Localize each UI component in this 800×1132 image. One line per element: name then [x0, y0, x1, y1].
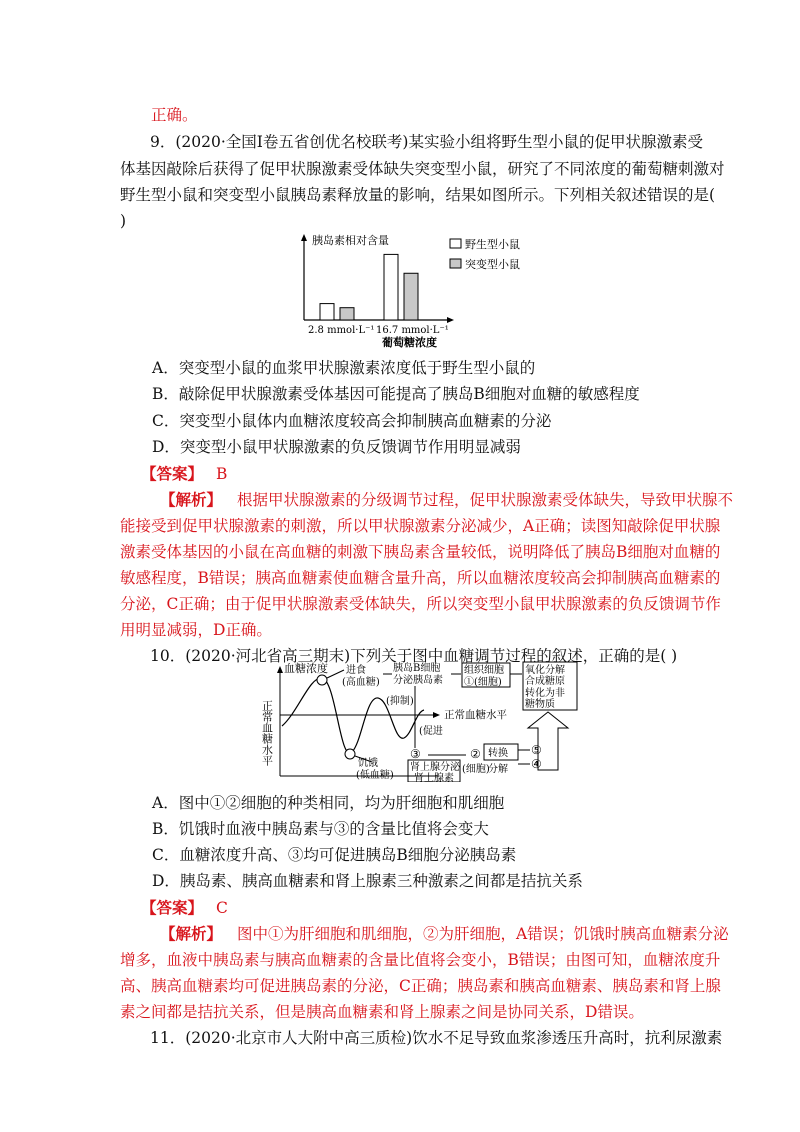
bar-wild-2	[384, 254, 398, 320]
q10-explain-2: 增多，血液中胰岛素与胰高血糖素的含量比值将会变小，B错误；由图可知，血糖浓度升	[120, 951, 721, 969]
diag-hungry: 饥饿	[358, 758, 378, 769]
diag-c2-sub: (细胞)	[462, 764, 490, 775]
legend-swatch-mutant	[450, 259, 461, 268]
bar-mutant-1	[340, 308, 354, 320]
q9-stem-2: 体基因敲除后获得了促甲状腺激素受体缺失突变型小鼠，研究了不同浓度的葡萄糖刺激对	[120, 160, 725, 178]
diag-hungry-sub: (低血糖)	[356, 770, 394, 781]
q9-option-c: C．突变型小鼠体内血糖浓度较高会抑制胰高血糖素的分泌	[152, 412, 552, 430]
q9-explain-tag: 【解析】	[160, 490, 223, 509]
q9-explain-2: 能接受到促甲状腺激素的刺激，所以甲状腺激素分泌减少，A正确；读图知敲除促甲状腺	[120, 517, 721, 535]
diag-baseline-arrow	[433, 712, 440, 718]
q9-option-b: B．敲除促甲状腺激素受体基因可能提高了胰岛B细胞对血糖的敏感程度	[152, 385, 640, 403]
q10-option-c: C．血糖浓度升高、③均可促进胰岛B细胞分泌胰岛素	[152, 846, 517, 864]
diag-convert: 转换	[488, 748, 508, 759]
diag-beta-sub: 分泌胰岛素	[393, 675, 443, 686]
q10-answer	[141, 898, 228, 918]
diag-n5: ⑤	[531, 743, 542, 757]
diag-promote: (促进	[419, 726, 443, 737]
q10-answer-value: C	[215, 899, 228, 917]
q10-option-a: A．图中①②细胞的种类相同，均为肝细胞和肌细胞	[152, 794, 505, 812]
legend-mutant: 突变型小鼠	[465, 258, 520, 271]
diag-node-low	[345, 749, 355, 759]
chart-x-arrow	[447, 317, 454, 323]
q10-explain-text: 图中①为肝细胞和肌细胞，②为肝细胞，A错误；饥饿时胰高血糖素分泌	[236, 925, 729, 943]
diag-eat-sub: (高血糖)	[342, 677, 380, 688]
diag-n4: ④	[531, 757, 542, 771]
legend-swatch-wild	[450, 239, 461, 248]
q10-stem: 10．(2020·河北省高三期末)下列关于图中血糖调节过程的叙述，正确的是( )	[150, 647, 678, 665]
q9-option-d: D．突变型小鼠甲状腺激素的负反馈调节作用明显减弱	[152, 438, 521, 456]
q9-answer-value: B	[215, 465, 228, 483]
q10-explain-4: 素之间都是拮抗关系，但是胰高血糖素和肾上腺素之间是协同关系，D错误。	[120, 1003, 644, 1021]
diag-eat: 进食	[346, 665, 366, 676]
diag-adrenal-1: 肾上腺分泌	[410, 762, 460, 773]
chart-xlabel: 葡萄糖浓度	[382, 336, 437, 349]
diag-tissue: 组织细胞	[464, 665, 504, 676]
diag-effect-4: 糖物质	[525, 699, 555, 710]
q9-answer	[141, 464, 227, 484]
q9-stem-1: 9．(2020·全国Ⅰ卷五省创优名校联考)某实验小组将野生型小鼠的促甲状腺激素受	[150, 133, 703, 151]
q10-diagram	[258, 660, 588, 782]
q9-explain-6: 用明显减弱，D正确。	[120, 621, 272, 639]
diag-n3: ③	[410, 747, 421, 761]
chart-y-arrow	[301, 234, 307, 241]
q9-explain-text: 根据甲状腺激素的分级调节过程，促甲状腺激素受体缺失，导致甲状腺不	[236, 491, 733, 509]
chart-cat-1: 2.8 mmol·L⁻¹	[308, 325, 375, 336]
diag-adrenal-2: 肾上腺素	[414, 773, 454, 782]
diag-glucose-curve	[282, 678, 424, 753]
bar-wild-1	[320, 304, 334, 320]
diag-side-label: 正常血糖水平	[260, 700, 274, 766]
q9-bar-chart	[290, 232, 540, 350]
bar-mutant-2	[404, 273, 418, 320]
diag-baseline-label: 正常血糖水平	[444, 709, 507, 721]
q9-explain-1	[160, 490, 733, 510]
diag-inhibit: (抑制)	[386, 696, 414, 707]
q9-explain-5: 分泌，C正确；由于促甲状腺激素受体缺失，所以突变型小鼠甲状腺激素的负反馈调节作	[120, 595, 721, 613]
q11-stem: 11．(2020·北京市人大附中高三质检)饮水不足导致血浆渗透压升高时，抗利尿激素	[150, 1029, 723, 1047]
q10-explain-3: 高、胰高血糖素均可促进胰岛素的分泌，C正确；胰岛素和胰高血糖素、胰岛素和肾上腺	[120, 977, 721, 995]
diag-effect-2: 合成糖原	[525, 676, 565, 687]
q9-answer-tag: 【答案】	[141, 464, 204, 483]
q9-explain-3: 激素受体基因的小鼠在高血糖的刺激下胰岛素含量较低，说明降低了胰岛B细胞对血糖的	[120, 543, 721, 561]
chart-ylabel: 胰岛素相对含量	[312, 234, 389, 247]
q10-explain-tag: 【解析】	[160, 924, 223, 943]
q10-explain-1	[160, 924, 729, 944]
legend-wild: 野生型小鼠	[465, 238, 520, 251]
diag-ylabel: 血糖浓度	[284, 662, 328, 675]
chart-cat-2: 16.7 mmol·L⁻¹	[376, 325, 449, 336]
diag-c1: ①(细胞)	[464, 677, 502, 688]
q10-option-b: B．饥饿时血液中胰岛素与③的含量比值将会变大	[152, 820, 489, 838]
diag-c2: ②	[470, 747, 481, 761]
prev-answer-end: 正确。	[151, 106, 198, 124]
diag-beta: 胰岛B细胞	[393, 663, 441, 674]
q9-stem-3: 野生型小鼠和突变型小鼠胰岛素释放量的影响，结果如图所示。下列相关叙述错误的是(	[120, 186, 716, 204]
q9-option-a: A．突变型小鼠的血浆甲状腺激素浓度低于野生型小鼠的	[152, 359, 536, 377]
diag-effect-3: 转化为非	[525, 688, 565, 699]
q9-stem-4: )	[120, 212, 127, 230]
q10-answer-tag: 【答案】	[141, 898, 204, 917]
diag-node-high	[317, 675, 327, 685]
diag-decompose: 分解	[488, 764, 508, 775]
diag-y-arrow	[277, 666, 283, 673]
diag-effect-1: 氧化分解	[525, 665, 565, 676]
q10-option-d: D．胰岛素、胰高血糖素和肾上腺素三种激素之间都是拮抗关系	[152, 872, 583, 890]
q9-explain-4: 敏感程度，B错误；胰高血糖素使血糖含量升高，所以血糖浓度较高会抑制胰高血糖素的	[120, 569, 721, 587]
